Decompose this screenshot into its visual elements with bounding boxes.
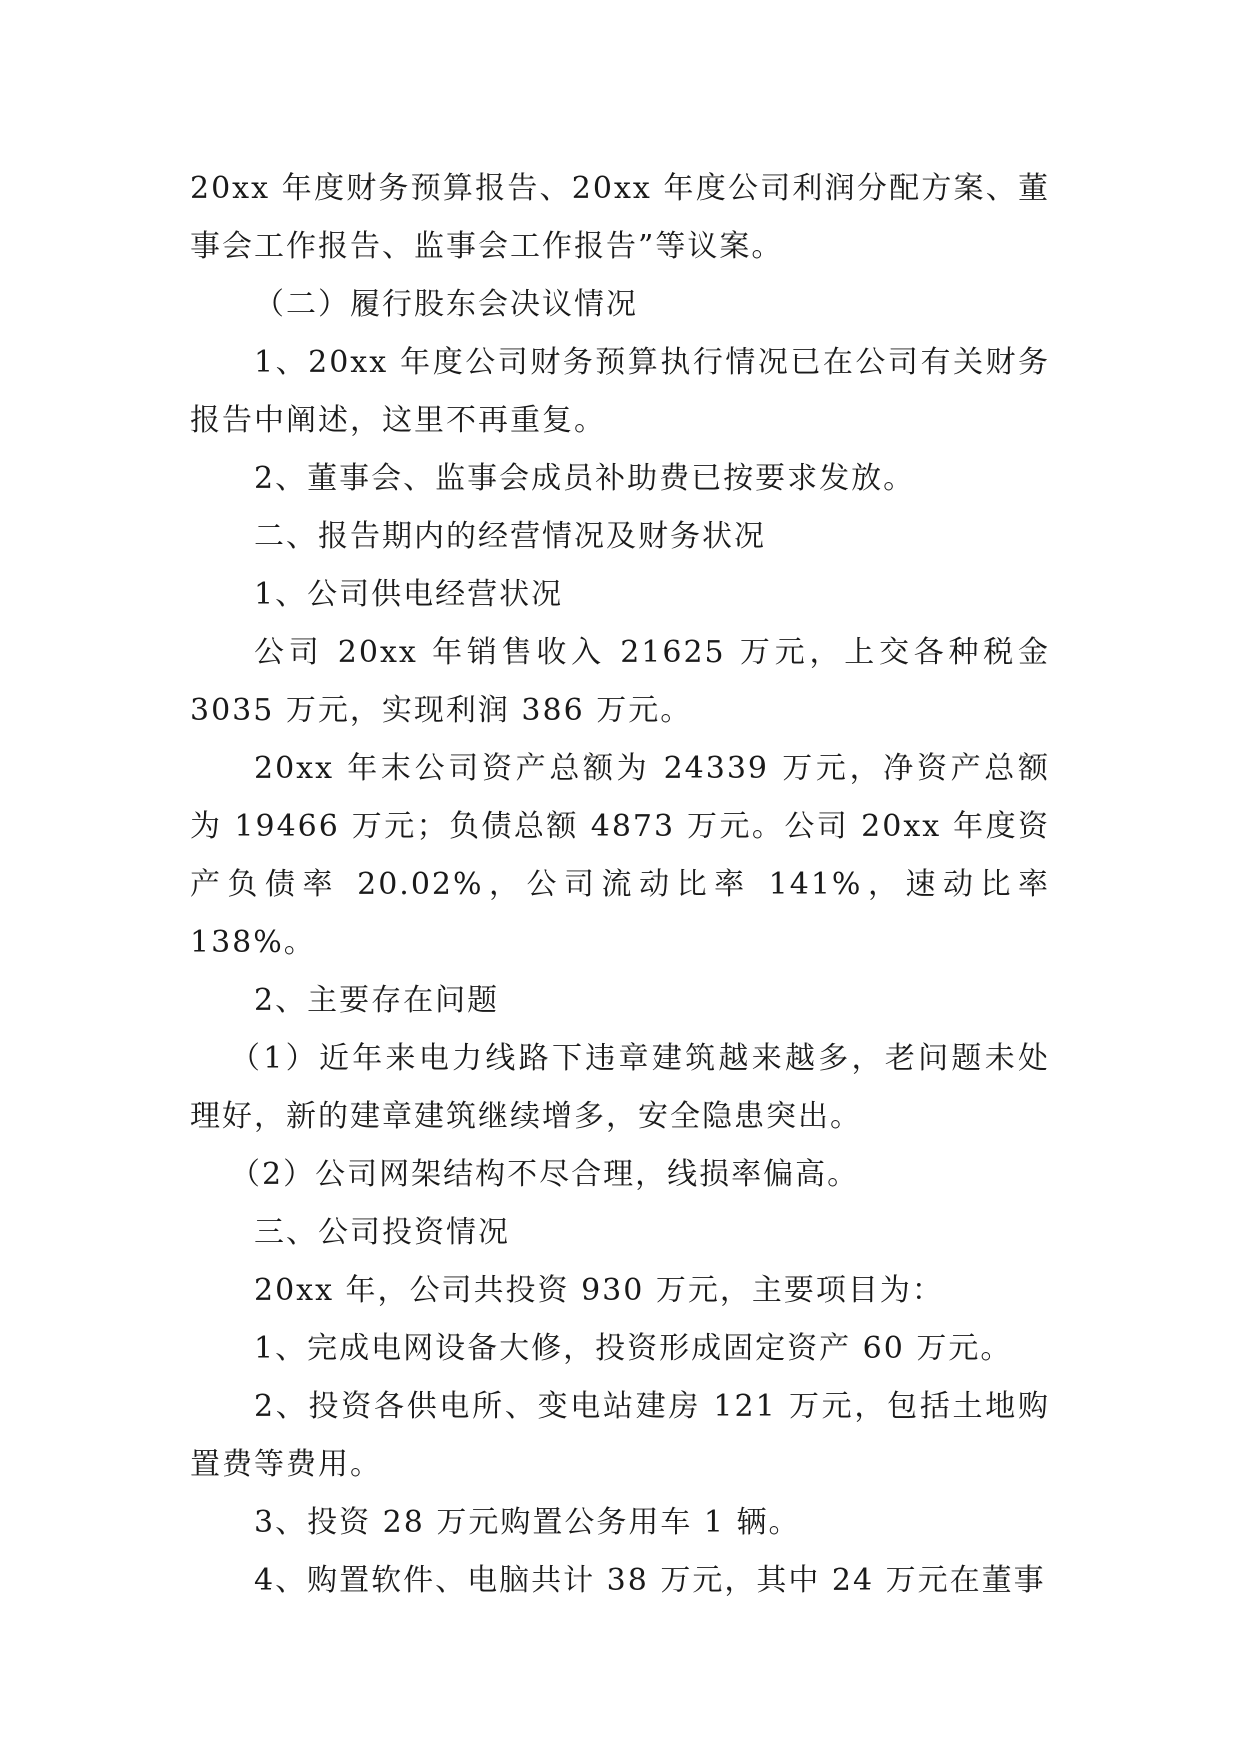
paragraph-problem-2: （2）公司网架结构不尽合理，线损率偏高。 (230, 1157, 860, 1192)
subheading-main-problems: 2、主要存在问题 (254, 983, 500, 1018)
section-heading-shareholder-resolutions: （二）履行股东会决议情况 (254, 287, 638, 322)
paragraph-problem-1: （1）近年来电力线路下违章建筑越来越多，老问题未处理好，新的建章建筑继续增多，安全隐患突出。 (190, 1041, 1050, 1134)
paragraph-investment-3: 3、投资 28 万元购置公务用车 1 辆。 (254, 1505, 801, 1540)
document-body (190, 160, 1050, 1610)
paragraph-investment-4: 4、购置软件、电脑共计 38 万元，其中 24 万元在董事 (254, 1563, 1046, 1598)
paragraph-continuation: 20xx 年度财务预算报告、20xx 年度公司利润分配方案、董事会工作报告、监事会工作报告”等议案。 (190, 171, 1050, 264)
paragraph-investment-2: 2、投资各供电所、变电站建房 121 万元，包括土地购置费等费用。 (190, 1389, 1050, 1482)
paragraph-allowance: 2、董事会、监事会成员补助费已按要求发放。 (254, 461, 916, 496)
paragraph-investment-1: 1、完成电网设备大修，投资形成固定资产 60 万元。 (254, 1331, 1013, 1366)
subheading-power-supply: 1、公司供电经营状况 (254, 577, 564, 612)
paragraph-sales-revenue: 公司 20xx 年销售收入 21625 万元，上交各种税金 3035 万元，实现利润 386 万元。 (190, 635, 1050, 728)
paragraph-investment-total: 20xx 年，公司共投资 930 万元，主要项目为： (254, 1273, 944, 1308)
section-heading-operations: 二、报告期内的经营情况及财务状况 (254, 519, 766, 554)
section-heading-investment: 三、公司投资情况 (254, 1215, 510, 1250)
paragraph-budget-execution: 1、20xx 年度公司财务预算执行情况已在公司有关财务报告中阐述，这里不再重复。 (190, 345, 1050, 438)
paragraph-assets: 20xx 年末公司资产总额为 24339 万元，净资产总额为 19466 万元；负债总额 4873 万元。公司 20xx 年度资产负债率 20.02%，公司流动比率 141%，速动比率 138%。 (190, 751, 1050, 960)
